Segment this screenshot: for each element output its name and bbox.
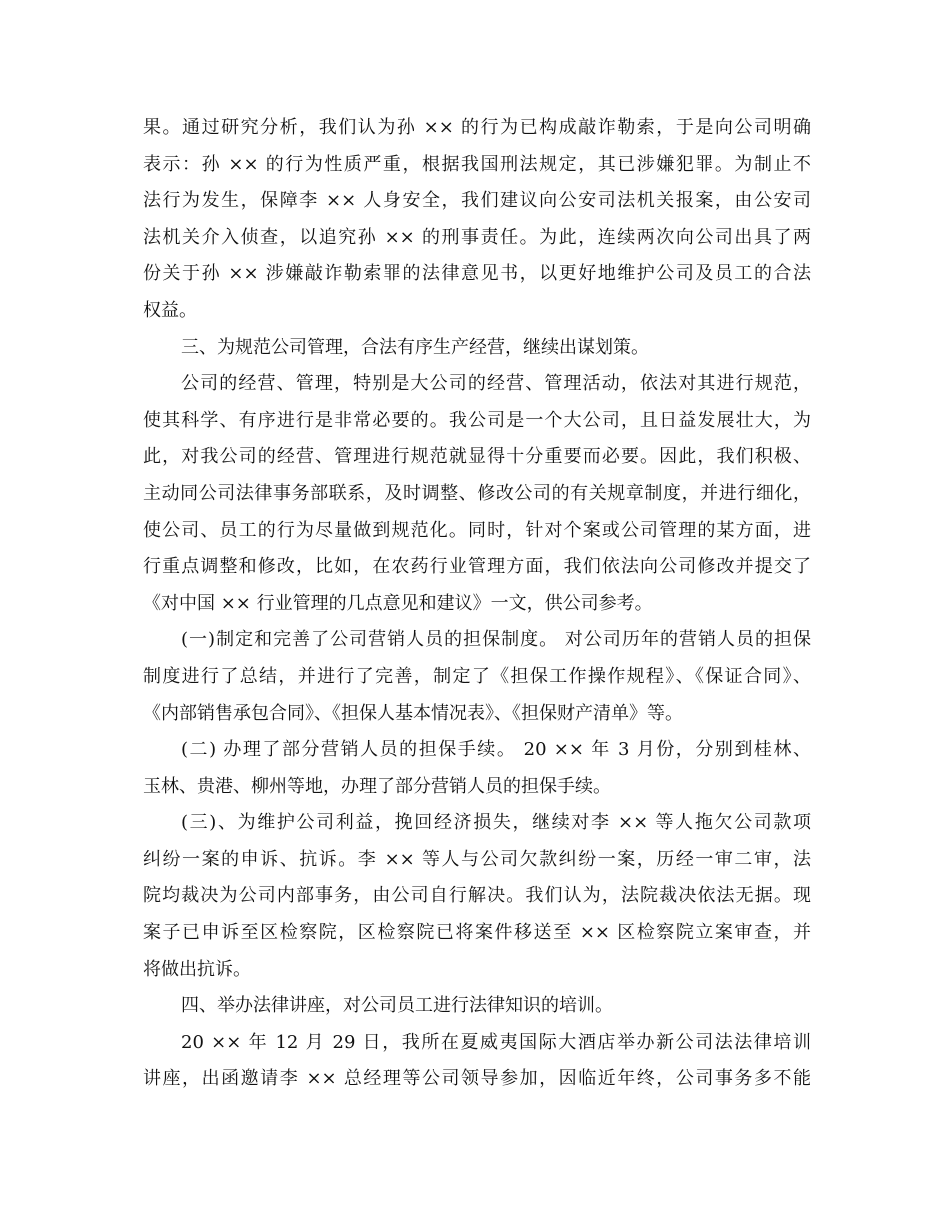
text-line: 行重点调整和修改，比如，在农药行业管理方面，我们依法向公司修改并提交了 bbox=[143, 556, 811, 578]
text-line: 《对中国 ×× 行业管理的几点意见和建议》一文，供公司参考。 bbox=[143, 592, 653, 614]
text-line: (二) 办理了部分营销人员的担保手续。 20 ×× 年 3 月份，分别到桂林、 bbox=[181, 739, 811, 761]
text-line: 公司的经营、管理，特别是大公司的经营、管理活动，依法对其进行规范， bbox=[181, 373, 811, 395]
text-line: 《内部销售承包合同》、《担保人基本情况表》、《担保财产清单》等。 bbox=[143, 702, 683, 724]
text-line: 20 ×× 年 12 月 29 日，我所在夏威夷国际大酒店举办新公司法法律培训 bbox=[181, 1031, 811, 1053]
text-line: 使其科学、有序进行是非常必要的。我公司是一个大公司，且日益发展壮大，为 bbox=[143, 409, 811, 431]
text-line: 主动同公司法律事务部联系，及时调整、修改公司的有关规章制度，并进行细化， bbox=[143, 482, 811, 504]
text-line: 纠纷一案的申诉、抗诉。李 ×× 等人与公司欠款纠纷一案，历经一审二审，法 bbox=[143, 848, 811, 870]
text-line: 制度进行了总结，并进行了完善，制定了《担保工作操作规程》、《保证合同》、 bbox=[143, 665, 811, 687]
text-line: 此，对我公司的经营、管理进行规范就显得十分重要而必要。因此，我们积极、 bbox=[143, 446, 811, 468]
text-line: 表示：孙 ×× 的行为性质严重，根据我国刑法规定，其已涉嫌犯罪。为制止不 bbox=[143, 153, 811, 175]
text-line: 使公司、员工的行为尽量做到规范化。同时，针对个案或公司管理的某方面，进 bbox=[143, 519, 811, 541]
text-line: (一)制定和完善了公司营销人员的担保制度。 对公司历年的营销人员的担保 bbox=[181, 629, 811, 651]
text-line: 院均裁决为公司内部事务，由公司自行解决。我们认为，法院裁决依法无据。现 bbox=[143, 885, 811, 907]
text-line: 玉林、贵港、柳州等地，办理了部分营销人员的担保手续。 bbox=[143, 775, 611, 797]
text-line: 案子已申诉至区检察院，区检察院已将案件移送至 ×× 区检察院立案审查，并 bbox=[143, 922, 811, 944]
text-line: 法机关介入侦查，以追究孙 ×× 的刑事责任。为此，连续两次向公司出具了两 bbox=[143, 226, 811, 248]
section-heading: 四、举办法律讲座，对公司员工进行法律知识的培训。 bbox=[181, 995, 613, 1017]
text-line: 权益。 bbox=[143, 299, 197, 321]
text-line: 讲座，出函邀请李 ×× 总经理等公司领导参加，因临近年终，公司事务多不能 bbox=[143, 1068, 811, 1090]
document-body bbox=[143, 110, 811, 1098]
text-line: (三)、为维护公司利益，挽回经济损失，继续对李 ×× 等人拖欠公司款项 bbox=[181, 812, 811, 834]
text-line: 果。通过研究分析，我们认为孙 ×× 的行为已构成敲诈勒索，于是向公司明确 bbox=[143, 117, 811, 138]
text-line: 法行为发生，保障李 ×× 人身安全，我们建议向公安司法机关报案，由公安司 bbox=[143, 190, 811, 212]
section-heading: 三、为规范公司管理，合法有序生产经营，继续出谋划策。 bbox=[181, 336, 649, 358]
text-line: 份关于孙 ×× 涉嫌敲诈勒索罪的法律意见书，以更好地维护公司及员工的合法 bbox=[143, 263, 811, 285]
text-line: 将做出抗诉。 bbox=[143, 958, 251, 980]
